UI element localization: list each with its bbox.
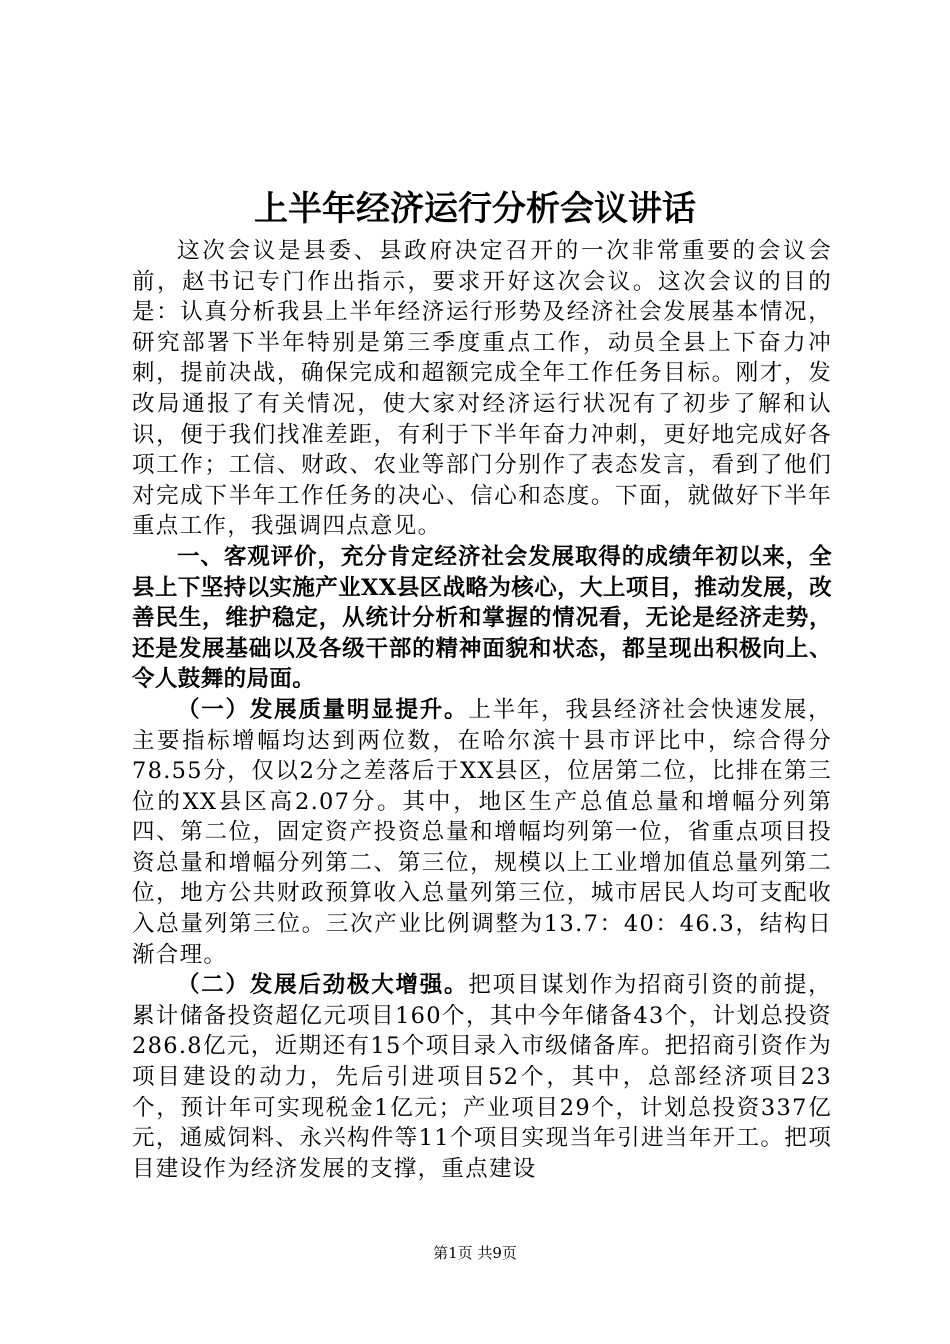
point-one-paragraph <box>132 695 832 970</box>
point-one-text: 上半年，我县经济社会快速发展，主要指标增幅均达到两位数，在哈尔滨十县市评比中，综合得分78.55分，仅以2分之差落后于XX县区，位居第二位，比排在第三位的XX县区高2.07分。其中，地区生产总值总量和增幅分列第四、第二位，固定资产投资总量和增幅均列第一位，省重点项目投资总量和增幅分列第二、第三位，规模以上工业增加值总量列第二位，地方公共财政预算收入总量列第三位，城市居民人均可支配收入总量列第三位。三次产业比例调整为13.7：40：46.3，结构日渐合理。 <box>132 696 832 968</box>
document-title: 上半年经济运行分析会议讲话 <box>254 189 696 229</box>
point-two-text: 把项目谋划作为招商引资的前提，累计储备投资超亿元项目160个，其中今年储备43个，计划总投资286.8亿元，近期还有15个项目录入市级储备库。把招商引资作为项目建设的动力，先后引进项目52个，其中，总部经济项目23个，预计年可实现税金1亿元；产业项目29个，计划总投资337亿元，通威饲料、永兴构件等11个项目实现当年引进当年开工。把项目建设作为经济发展的支撑，重点建设 <box>132 972 832 1182</box>
section-one-heading-paragraph: 一、客观评价，充分肯定经济社会发展取得的成绩年初以来，全县上下坚持以实施产业XX县区战略为核心，大上项目，推动发展，改善民生，维护稳定，从统计分析和掌握的情况看，无论是经济走势，还是发展基础以及各级干部的精神面貌和状态，都呈现出积极向上、令人鼓舞的局面。 <box>132 543 832 693</box>
point-two-paragraph <box>132 970 832 1184</box>
point-one-heading: （一）发展质量明显提升。 <box>177 696 469 723</box>
document-body <box>132 236 832 1184</box>
point-two-heading: （二）发展后劲极大增强。 <box>177 972 469 999</box>
intro-paragraph: 这次会议是县委、县政府决定召开的一次非常重要的会议会前，赵书记专门作出指示，要求开好这次会议。这次会议的目的是：认真分析我县上半年经济运行形势及经济社会发展基本情况，研究部署下半年特别是第三季度重点工作，动员全县上下奋力冲刺，提前决战，确保完成和超额完成全年工作任务目标。刚才，发改局通报了有关情况，使大家对经济运行状况有了初步了解和认识，便于我们找准差距，有利于下半年奋力冲刺，更好地完成好各项工作；工信、财政、农业等部门分别作了表态发言，看到了他们对完成下半年工作任务的决心、信心和态度。下面，就做好下半年重点工作，我强调四点意见。 <box>132 238 832 540</box>
page-number-footer: 第1页 共9页 <box>433 1244 517 1262</box>
